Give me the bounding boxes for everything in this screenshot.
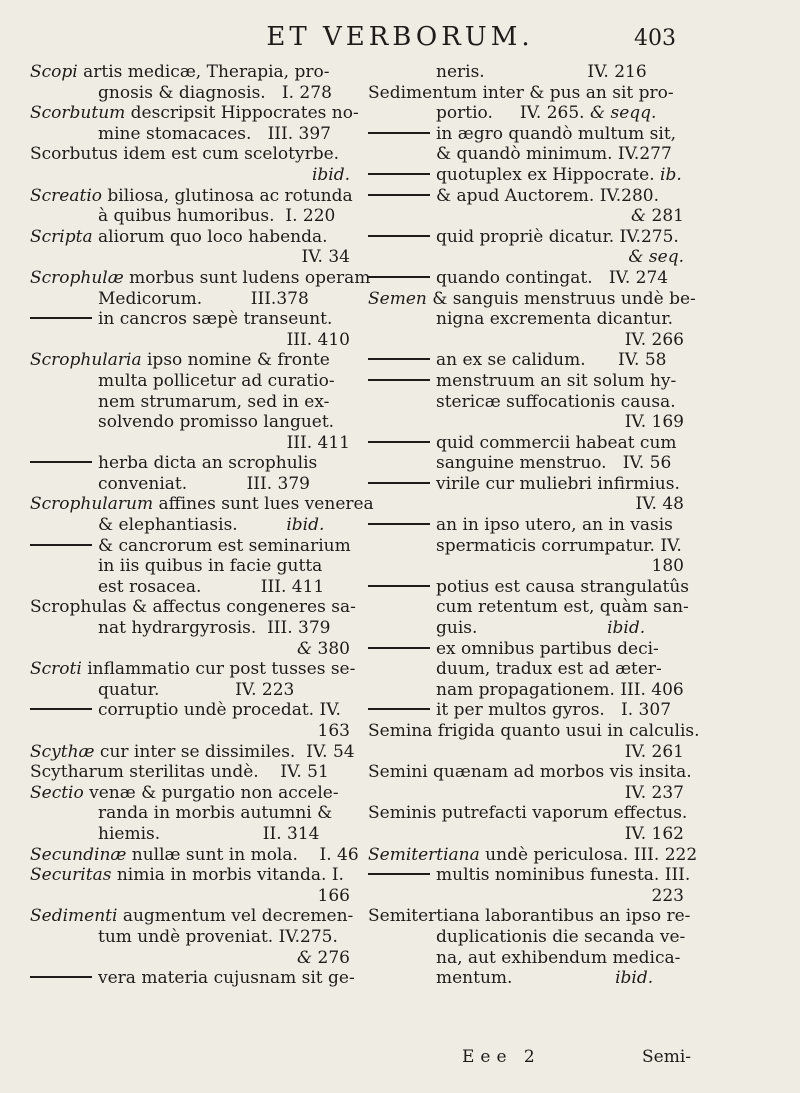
index-text: artis medicæ, Therapia, pro- (77, 62, 330, 82)
index-line (30, 680, 350, 701)
index-line (368, 494, 684, 515)
index-reference-italic: ib. (660, 164, 682, 185)
index-term: Scorbutum (30, 103, 126, 124)
index-text: Semina frigida quanto usui in calculis. (368, 721, 700, 741)
index-text: in iis quibus in facie gutta (98, 556, 323, 577)
index-line (368, 680, 684, 701)
index-text: nam propagationem. III. 406 (436, 679, 684, 700)
index-line (368, 186, 684, 207)
index-text: portio. IV. 265. (436, 103, 590, 124)
index-term: & (631, 206, 647, 227)
index-text: III. 411 (286, 432, 350, 453)
index-text: nem strumarum, sed in ex- (98, 391, 330, 412)
index-line (368, 865, 691, 886)
index-line (368, 576, 690, 598)
index-text: IV. 48 (635, 494, 684, 515)
index-text: solvendo promisso languet. (98, 412, 335, 433)
index-line (30, 721, 350, 742)
ditto-rule (368, 482, 430, 484)
index-text: ex omnibus partibus deci- (436, 638, 659, 659)
index-line (368, 247, 684, 268)
index-line (30, 144, 350, 165)
index-text: virile cur muliebri infirmius. (436, 473, 680, 494)
index-text: biliosa, glutinosa ac rotunda (102, 185, 353, 206)
index-text: Scytharum sterilitas undè. IV. 51 (30, 762, 329, 783)
index-text: augmentum vel decremen- (117, 906, 354, 927)
ditto-rule (368, 708, 430, 710)
index-term: ibid. (311, 164, 350, 185)
index-line (30, 948, 350, 969)
index-line (30, 536, 350, 557)
index-line (368, 83, 684, 104)
index-line (368, 968, 684, 989)
index-line (368, 330, 684, 351)
index-text: nullæ sunt in mola. I. 46 (126, 844, 359, 865)
index-line (30, 83, 350, 104)
index-text: quotuplex ex Hippocrate. (436, 164, 661, 185)
index-line (368, 227, 684, 248)
index-line (30, 865, 350, 886)
index-line (30, 185, 353, 207)
index-line (368, 700, 684, 721)
index-text: quando contingat. IV. 274 (436, 267, 669, 288)
index-text: Semitertiana laborantibus an ipso re- (368, 906, 691, 927)
ditto-rule (368, 523, 430, 525)
index-text: affines sunt lues venerea (153, 494, 374, 515)
index-line (30, 886, 350, 907)
index-text: IV. 266 (624, 329, 684, 350)
index-line (30, 124, 350, 145)
ditto-rule (368, 585, 430, 587)
index-line (368, 824, 684, 845)
index-text: 180 (651, 556, 684, 577)
ditto-rule (368, 235, 430, 237)
index-text: IV. 34 (301, 247, 350, 268)
index-line (30, 267, 371, 289)
index-term: & (297, 638, 313, 659)
index-line (30, 206, 350, 227)
index-text: cur inter se dissimiles. IV. 54 (94, 741, 355, 762)
ditto-rule (30, 976, 92, 978)
index-term: Sedimenti (30, 906, 118, 927)
index-term: Scythæ (30, 741, 95, 762)
index-line (30, 309, 350, 330)
index-text: IV. 169 (624, 412, 684, 433)
index-text: hiemis. II. 314 (98, 823, 320, 844)
index-line (30, 597, 356, 618)
index-text: IV. 237 (624, 782, 684, 803)
ditto-rule (368, 132, 430, 134)
index-text: Medicorum. III.378 (98, 288, 309, 309)
index-text: neris. IV. 216 (436, 62, 647, 82)
ditto-rule (368, 873, 430, 875)
index-text: multa pollicetur ad curatio- (98, 370, 335, 391)
index-line (30, 371, 350, 392)
index-line (30, 577, 350, 598)
index-text: IV. 261 (624, 741, 684, 762)
index-text: multis nominibus funesta. III. (436, 865, 691, 886)
index-text: an in ipso utero, an in vasis (436, 515, 673, 536)
index-text: guis. (436, 618, 608, 639)
index-term: Semen (368, 288, 427, 309)
index-line (30, 392, 350, 413)
index-line (368, 392, 684, 413)
index-line (368, 144, 684, 165)
index-text: herba dicta an scrophulis (98, 453, 318, 474)
index-line (30, 515, 350, 536)
index-line (368, 659, 684, 680)
ditto-rule (368, 276, 430, 278)
index-text: quid propriè dicatur. IV.275. (436, 226, 679, 247)
index-text: menstruum an sit solum hy- (436, 370, 677, 391)
index-text: & quandò minimum. IV.277 (436, 144, 672, 165)
index-line (368, 783, 684, 804)
index-line (368, 742, 684, 763)
index-line (368, 803, 688, 824)
index-text: in cancros sæpè transeunt. (98, 309, 333, 330)
index-line (368, 206, 684, 227)
index-text: 223 (651, 885, 684, 906)
index-line (368, 886, 684, 907)
index-line (368, 433, 684, 454)
index-line (368, 103, 684, 124)
index-line (30, 783, 350, 804)
index-text: an ex se calidum. IV. 58 (436, 350, 667, 371)
index-text: IV. 162 (624, 823, 684, 844)
index-text: undè periculosa. III. 222 (479, 844, 698, 865)
index-line (368, 639, 684, 660)
index-reference-italic: & seqq. (589, 103, 657, 124)
index-line (368, 62, 684, 83)
index-line (30, 62, 350, 83)
index-line (368, 556, 684, 577)
index-text: duplicationis die secanda ve- (436, 926, 686, 947)
index-line (30, 247, 350, 268)
index-text: 380 (312, 638, 350, 659)
index-text: est rosacea. III. 411 (98, 576, 325, 597)
catchword: Semi- (642, 1047, 692, 1067)
index-line (368, 453, 684, 474)
index-line (30, 824, 350, 845)
running-head: ET VERBORUM. (266, 22, 534, 52)
index-line (30, 927, 350, 948)
index-line (30, 227, 350, 248)
index-reference-italic: ibid. (607, 618, 646, 639)
ditto-rule (368, 647, 430, 649)
index-text: nigna excrementa dicantur. (436, 309, 673, 330)
index-text: 166 (317, 885, 350, 906)
index-line (30, 762, 350, 783)
index-line (30, 433, 350, 454)
index-line (368, 844, 698, 866)
index-text: mentum. (436, 968, 616, 989)
index-text: stericæ suffocationis causa. (436, 391, 676, 412)
index-text: randa in morbis autumni & (98, 803, 333, 824)
index-text: quid commercii habeat cum (436, 432, 677, 453)
index-term: Semitertiana (368, 844, 480, 865)
index-text: in ægro quandò multum sit, (436, 123, 677, 144)
index-term: Scrophularum (30, 494, 154, 515)
index-line (30, 289, 350, 310)
index-text: nimia in morbis vitanda. I. (111, 865, 344, 886)
ditto-rule (30, 544, 92, 546)
index-text: descripsit Hippocrates no- (125, 103, 359, 124)
index-text: III. 410 (286, 329, 350, 350)
index-term: & seq. (628, 247, 684, 268)
index-line (30, 700, 350, 721)
index-line (30, 906, 354, 927)
index-line (368, 124, 684, 145)
index-line (30, 659, 356, 680)
index-text: & cancrorum est seminarium (98, 535, 351, 556)
index-text: Seminis putrefacti vaporum effectus. (368, 803, 688, 824)
index-line (30, 103, 359, 124)
index-text: 163 (317, 721, 350, 741)
index-text: na, aut exhibendum medica- (436, 947, 681, 968)
index-term: Scrophulæ (30, 267, 124, 288)
index-line (368, 371, 684, 392)
index-text: Scrophulas & affectus congeneres sa- (30, 597, 356, 618)
index-text: inflammatio cur post tusses se- (81, 659, 356, 680)
index-term: Scrophularia (30, 350, 142, 371)
index-text: sanguine menstruo. IV. 56 (436, 453, 672, 474)
index-text: morbus sunt ludens operam (123, 267, 371, 288)
index-line (30, 330, 350, 351)
index-text: ipso nomine & fronte (141, 350, 330, 371)
index-text: Semini quænam ad morbos vis insita. (368, 762, 692, 783)
index-column-right (368, 62, 700, 989)
index-line (368, 474, 684, 495)
index-text: Sedimentum inter & pus an sit pro- (368, 82, 674, 103)
index-line (30, 412, 350, 433)
signature-mark: Eee 2 (462, 1047, 541, 1067)
index-line (368, 165, 684, 186)
index-line (368, 350, 684, 371)
index-term: Securitas (30, 865, 112, 886)
index-line (30, 639, 350, 660)
index-line (30, 844, 359, 866)
index-text: corruptio undè procedat. IV. (98, 700, 341, 721)
index-term: Scripta (30, 226, 93, 247)
index-term: Scroti (30, 659, 82, 680)
index-column-left (30, 62, 374, 989)
index-text: & apud Auctorem. IV.280. (436, 185, 659, 206)
index-line (368, 412, 684, 433)
index-line (30, 494, 374, 515)
index-text: quatur. IV. 223 (98, 679, 295, 700)
index-line (30, 803, 350, 824)
index-line (368, 948, 684, 969)
ditto-rule (30, 317, 92, 319)
index-line (30, 165, 350, 186)
index-reference-italic: ibid. (286, 515, 325, 536)
ditto-rule (30, 708, 92, 710)
index-term: & (297, 947, 313, 968)
ditto-rule (368, 441, 430, 443)
index-line (30, 350, 350, 371)
index-term: Scopi (30, 62, 78, 82)
ditto-rule (368, 173, 430, 175)
index-line (30, 741, 355, 763)
index-text: cum retentum est, quàm san- (436, 597, 689, 618)
index-text: it per multos gyros. I. 307 (436, 700, 672, 721)
index-line (368, 268, 684, 289)
index-line (368, 288, 696, 310)
index-text: & elephantiasis. (98, 515, 287, 536)
index-line (30, 968, 355, 989)
ditto-rule (30, 461, 92, 463)
index-term: Screatio (30, 185, 102, 206)
index-line (368, 515, 684, 536)
index-text: 276 (312, 947, 350, 968)
index-line (368, 536, 684, 557)
page-number: 403 (634, 26, 676, 51)
index-text: à quibus humoribus. I. 220 (98, 206, 336, 227)
index-text: potius est causa strangulatûs (436, 576, 690, 597)
index-term: Sectio (30, 782, 84, 803)
ditto-rule (368, 379, 430, 381)
index-text: nat hydrargyrosis. III. 379 (98, 618, 331, 639)
index-line (368, 927, 684, 948)
index-line (368, 762, 692, 783)
index-line (30, 618, 350, 639)
index-text: aliorum quo loco habenda. (92, 226, 328, 247)
index-line (368, 618, 684, 639)
ditto-rule (368, 194, 430, 196)
index-text: 281 (646, 206, 684, 227)
index-line (368, 597, 689, 618)
index-line (30, 556, 350, 577)
index-line (368, 309, 684, 330)
index-text: gnosis & diagnosis. I. 278 (98, 82, 332, 103)
ditto-rule (368, 358, 430, 360)
index-text: & sanguis menstruus undè be- (426, 288, 696, 309)
index-text: tum undè proveniat. IV.275. (98, 926, 338, 947)
index-line (30, 453, 350, 474)
index-text: mine stomacaces. III. 397 (98, 123, 331, 144)
index-text: Scorbutus idem est cum scelotyrbe. (30, 144, 340, 165)
index-line (368, 721, 700, 742)
index-line (368, 906, 691, 927)
index-text: venæ & purgatio non accele- (83, 782, 339, 803)
index-text: spermaticis corrumpatur. IV. (436, 535, 682, 556)
index-text: conveniat. III. 379 (98, 473, 310, 494)
index-line (30, 474, 350, 495)
index-text: vera materia cujusnam sit ge- (98, 968, 355, 989)
index-reference-italic: ibid. (615, 968, 654, 989)
index-text: duum, tradux est ad æter- (436, 659, 662, 680)
index-term: Secundinæ (30, 844, 127, 865)
